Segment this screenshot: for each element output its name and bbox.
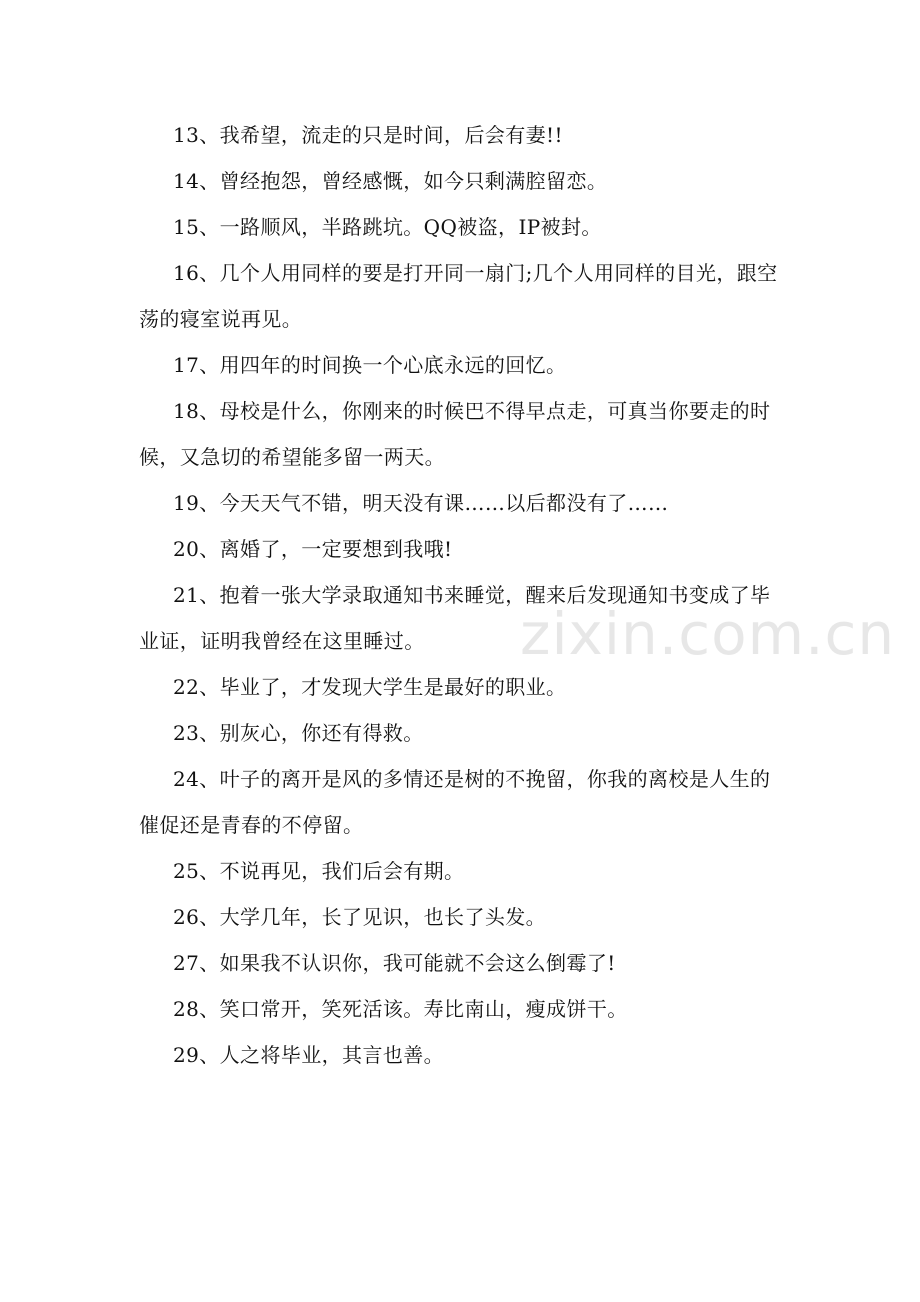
paragraph-16: 16、几个人用同样的要是打开同一扇门;几个人用同样的目光，跟空荡的寝室说再见。 — [139, 261, 778, 331]
paragraph-28: 28、笑口常开，笑死活该。寿比南山，瘦成饼干。 — [173, 997, 628, 1021]
paragraph-24: 24、叶子的离开是风的多情还是树的不挽留，你我的离校是人生的催促还是青春的不停留。 — [139, 767, 771, 837]
paragraph-15: 15、一路顺风，半路跳坑。QQ被盗，IP被封。 — [173, 215, 602, 239]
document-body — [139, 112, 787, 1078]
watermark: zixin.com.cn — [520, 600, 896, 668]
paragraph-20: 20、离婚了，一定要想到我哦! — [173, 537, 453, 561]
paragraph-21: 21、抱着一张大学录取通知书来睡觉，醒来后发现通知书变成了毕业证，证明我曾经在这里睡过。 — [139, 583, 771, 653]
paragraph-29: 29、人之将毕业，其言也善。 — [173, 1043, 445, 1067]
paragraph-26: 26、大学几年，长了见识，也长了头发。 — [173, 905, 547, 929]
paragraph-14: 14、曾经抱怨，曾经感慨，如今只剩满腔留恋。 — [173, 169, 608, 193]
paragraph-18: 18、母校是什么，你刚来的时候巴不得早点走，可真当你要走的时候，又急切的希望能多留一两天。 — [139, 399, 771, 469]
paragraph-23: 23、别灰心，你还有得救。 — [173, 721, 424, 745]
paragraph-19: 19、今天天气不错，明天没有课……以后都没有了…… — [173, 491, 669, 515]
paragraph-17: 17、用四年的时间换一个心底永远的回忆。 — [173, 353, 567, 377]
paragraph-27: 27、如果我不认识你，我可能就不会这么倒霉了! — [173, 951, 616, 975]
paragraph-25: 25、不说再见，我们后会有期。 — [173, 859, 465, 883]
paragraph-13: 13、我希望，流走的只是时间，后会有妻!! — [173, 123, 563, 147]
paragraph-22: 22、毕业了，才发现大学生是最好的职业。 — [173, 675, 567, 699]
